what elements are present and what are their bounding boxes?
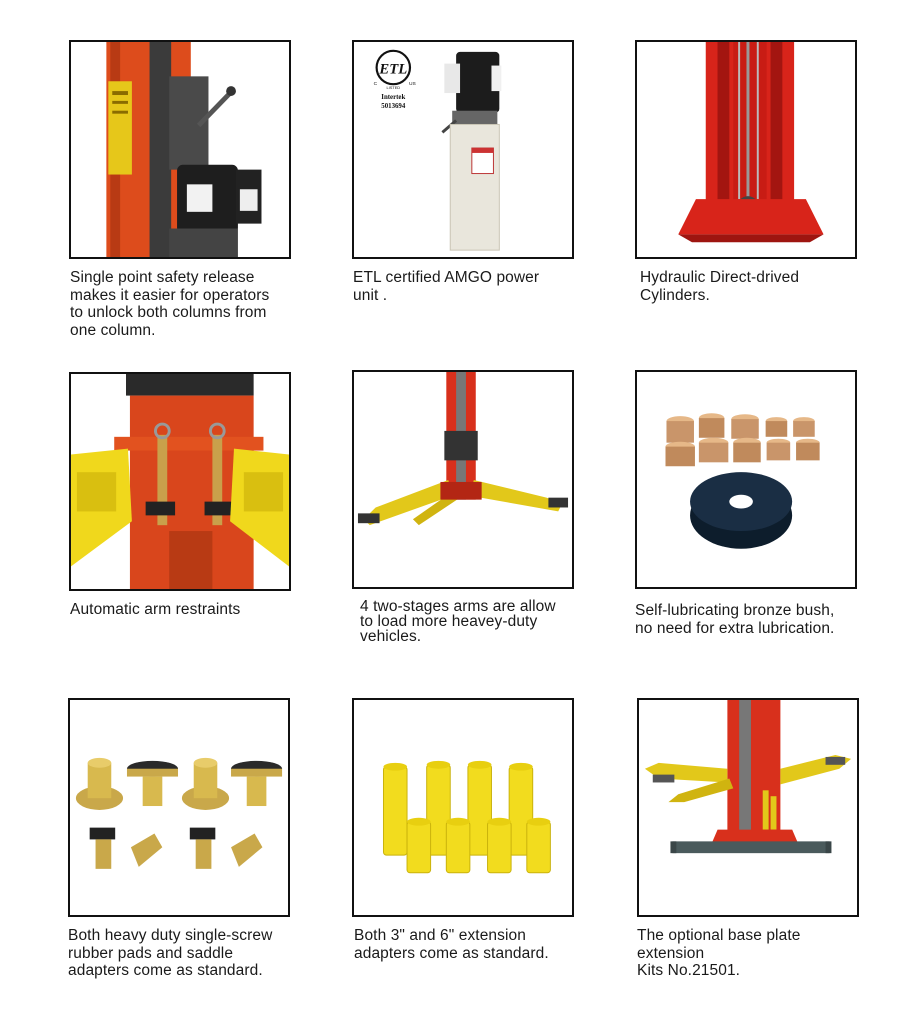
two-stage-arms-photo: [352, 370, 574, 589]
base-plate-photo: [637, 698, 859, 917]
arm-restraint-photo: [69, 372, 291, 591]
svg-text:US: US: [409, 82, 416, 88]
extension-adapters-photo: [352, 698, 574, 917]
rubber-pads-photo: [68, 698, 290, 917]
svg-text:Intertek: Intertek: [381, 93, 406, 101]
caption-arm-restraint: Automatic arm restraints: [70, 601, 241, 618]
svg-text:ETL: ETL: [379, 61, 408, 78]
caption-safety-release: Single point safety release makes it easier for operators to unlock both columns from one column.: [70, 269, 270, 339]
caption-bronze-bush: Self-lubricating bronze bush, no need for extra lubrication.: [635, 602, 835, 637]
caption-base-plate: The optional base plate extension Kits No.21501.: [637, 927, 801, 979]
power-unit-photo: [352, 40, 574, 259]
caption-extension-adapters: Both 3" and 6" extension adapters come as standard.: [354, 927, 549, 962]
caption-hydraulic-cylinder: Hydraulic Direct-drived Cylinders.: [640, 269, 800, 304]
svg-text:C: C: [373, 82, 378, 88]
hydraulic-cylinder-photo: [635, 40, 857, 259]
caption-two-stage-arms: 4 two-stages arms are allow to load more heavey-duty vehicles.: [360, 598, 556, 645]
svg-text:LISTED: LISTED: [386, 85, 401, 91]
caption-rubber-pads: Both heavy duty single-screw rubber pads and saddle adapters come as standard.: [68, 927, 273, 979]
safety-release-photo: [69, 40, 291, 259]
svg-text:5013694: 5013694: [381, 102, 406, 110]
caption-power-unit: ETL certified AMGO power unit .: [353, 269, 540, 304]
bronze-bush-photo: [635, 370, 857, 589]
